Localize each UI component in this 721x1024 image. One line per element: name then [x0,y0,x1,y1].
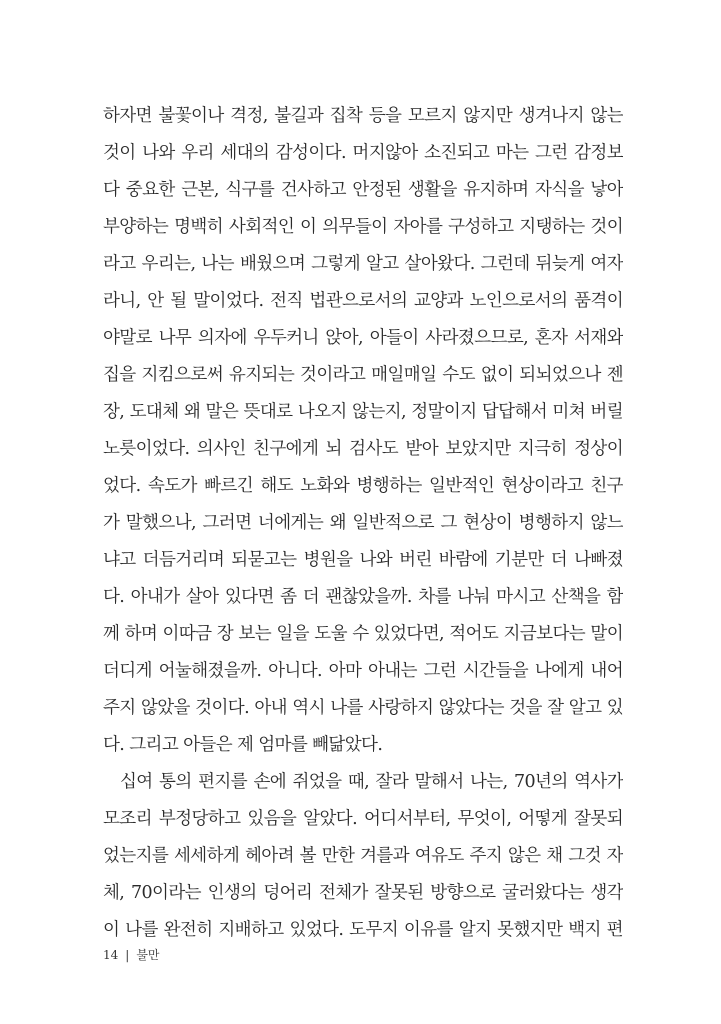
text-line: 하자면 불꽃이나 격정, 불길과 집착 등을 모르지 않지만 생겨나지 않는 [103,106,623,126]
text-line: 이 나를 완전히 지배하고 있었다. 도무지 이유를 알지 못했지만 백지 편 [103,920,623,940]
text-line: 십여 통의 편지를 손에 쥐었을 때, 잘라 말해서 나는, 70년의 역사가 [120,772,623,792]
text-line: 부양하는 명백히 사회적인 이 의무들이 자아를 구성하고 지탱하는 것이 [103,217,623,237]
text-line: 장, 도대체 왜 말은 뜻대로 나오지 않는지, 정말이지 답답해서 미쳐 버릴 [103,402,623,422]
text-line: 야말로 나무 의자에 우두커니 앉아, 아들이 사라졌으므로, 혼자 서재와 [103,328,623,348]
footer-separator: | [125,948,130,962]
text-line: 집을 지킴으로써 유지되는 것이라고 매일매일 수도 없이 되뇌었으나 젠 [103,365,623,385]
text-line: 노릇이었다. 의사인 친구에게 뇌 검사도 받아 보았지만 지극히 정상이 [103,439,623,459]
page-number: 14 [103,948,119,962]
text-line: 주지 않았을 것이다. 아내 역시 나를 사랑하지 않았다는 것을 잘 알고 있 [103,698,623,718]
text-line: 모조리 부정당하고 있음을 알았다. 어디서부터, 무엇이, 어떻게 잘못되 [103,809,623,829]
text-line: 다. 아내가 살아 있다면 좀 더 괜찮았을까. 차를 나눠 마시고 산책을 함 [103,587,623,607]
text-line: 다. 그리고 아들은 제 엄마를 빼닮았다. [103,735,383,755]
text-line: 가 말했으나, 그러면 너에게는 왜 일반적으로 그 현상이 병행하지 않느 [103,513,623,533]
text-line: 라고 우리는, 나는 배웠으며 그렇게 알고 살아왔다. 그런데 뒤늦게 여자 [103,254,623,274]
text-line: 었다. 속도가 빠르긴 해도 노화와 병행하는 일반적인 현상이라고 친구 [103,476,623,496]
text-line: 더디게 어눌해졌을까. 아니다. 아마 아내는 그런 시간들을 나에게 내어 [103,661,623,681]
text-line: 께 하며 이따금 장 보는 일을 도울 수 있었다면, 적어도 지금보다는 말이 [103,624,623,644]
paragraph-2 [103,764,623,949]
paragraph-1 [103,98,623,764]
text-line: 냐고 더듬거리며 되묻고는 병원을 나와 버린 바람에 기분만 더 나빠졌 [103,550,623,570]
text-line: 체, 70이라는 인생의 덩어리 전체가 잘못된 방향으로 굴러왔다는 생각 [103,883,623,903]
text-line: 다 중요한 근본, 식구를 건사하고 안정된 생활을 유지하며 자식을 낳아 [103,180,623,200]
text-line: 었는지를 세세하게 헤아려 볼 만한 겨를과 여유도 주지 않은 채 그것 자 [103,846,623,866]
text-line: 라니, 안 될 말이었다. 전직 법관으로서의 교양과 노인으로서의 품격이 [103,291,623,311]
running-title: 불만 [136,948,160,962]
page-footer [103,946,160,963]
body-text [103,98,623,949]
text-line: 것이 나와 우리 세대의 감성이다. 머지않아 소진되고 마는 그런 감정보 [103,143,623,163]
